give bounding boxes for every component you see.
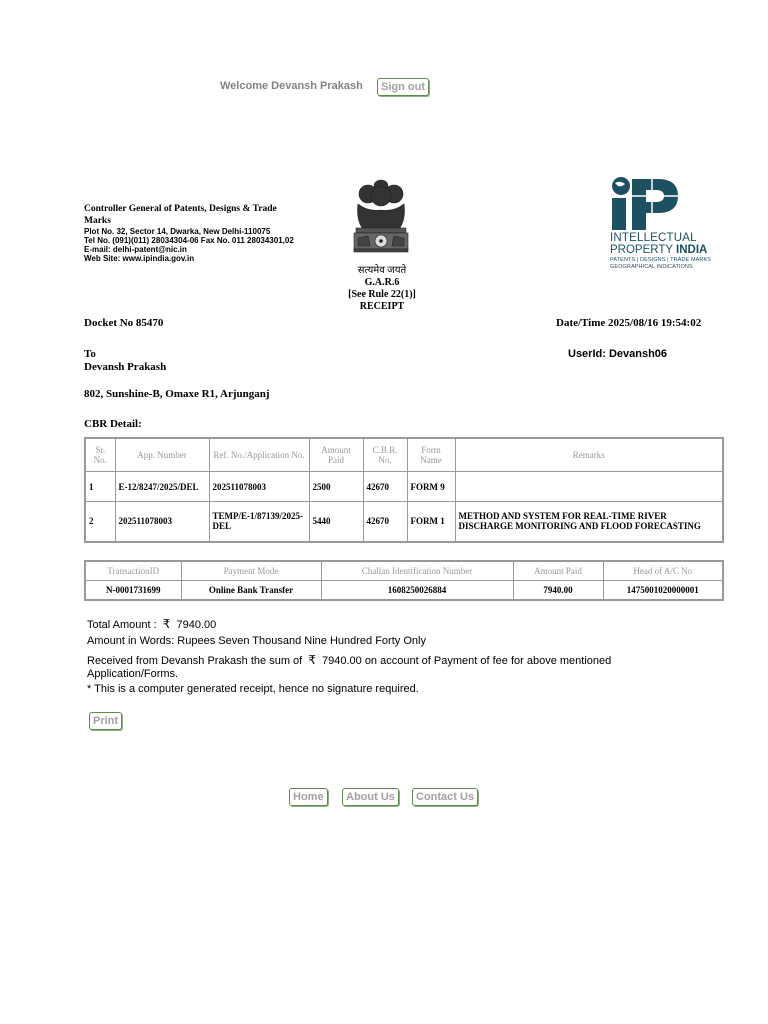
cbr-header: Remarks — [455, 438, 723, 472]
table-cell: 1608250026884 — [321, 581, 513, 601]
transaction-header: Amount Paid — [513, 561, 603, 581]
total-label: Total Amount : — [87, 619, 157, 631]
office-address-block — [84, 203, 304, 263]
table-cell: Online Bank Transfer — [181, 581, 321, 601]
docket-number: Docket No 85470 — [84, 317, 164, 329]
table-cell: 2 — [85, 502, 115, 542]
logo-line-2a: PROPERTY — [610, 244, 677, 256]
office-tel: Tel No. (091)(011) 28034304-06 Fax No. 011 28034301,02 — [84, 236, 294, 245]
logo-line-2 — [610, 244, 707, 256]
recipient-address: 802, Sunshine-B, Omaxe R1, Arjunganj — [84, 388, 270, 400]
print-button[interactable]: Print — [89, 712, 122, 730]
rule-reference: [See Rule 22(1)] — [348, 289, 416, 300]
table-cell: 202511078003 — [209, 472, 309, 502]
transaction-header: Head of A/C No — [603, 561, 723, 581]
logo-tagline — [610, 257, 711, 270]
cbr-header: App. Number — [115, 438, 209, 472]
cbr-header: Form Name — [407, 438, 455, 472]
office-address: Plot No. 32, Sector 14, Dwarka, New Delhi-110075 — [84, 227, 271, 236]
user-id: UserId: Devansh06 — [568, 348, 668, 360]
to-label: To — [84, 348, 96, 360]
home-button[interactable]: Home — [289, 788, 328, 806]
computer-generated-note: * This is a computer generated receipt, hence no signature required. — [87, 683, 419, 695]
table-row — [85, 502, 723, 542]
table-cell: 42670 — [363, 502, 407, 542]
transaction-header-row — [85, 561, 723, 581]
total-value: 7940.00 — [176, 619, 217, 631]
amount-in-words: Amount in Words: Rupees Seven Thousand Nine Hundred Forty Only — [87, 635, 426, 647]
table-cell: TEMP/E-1/87139/2025-DEL — [209, 502, 309, 542]
table-cell: 5440 — [309, 502, 363, 542]
emblem-motto: सत्यमेव जयते — [357, 265, 407, 276]
cbr-header-row — [85, 438, 723, 472]
logo-line-2b: INDIA — [676, 244, 708, 256]
table-cell: 1 — [85, 472, 115, 502]
table-cell: FORM 9 — [407, 472, 455, 502]
cbr-header: Sr. No. — [85, 438, 115, 472]
cbr-detail-title: CBR Detail: — [84, 418, 142, 430]
receipt-datetime: Date/Time 2025/08/16 19:54:02 — [556, 317, 702, 329]
cbr-table — [84, 437, 724, 543]
rupee-icon: ₹ — [308, 653, 316, 667]
table-cell: E-12/8247/2025/DEL — [115, 472, 209, 502]
table-cell: METHOD AND SYSTEM FOR REAL-TIME RIVER DISCHARGE MONITORING AND FLOOD FORECASTING — [455, 502, 723, 542]
table-cell — [455, 472, 723, 502]
office-email: E-mail: delhi-patent@nic.in — [84, 245, 187, 254]
receipt-heading — [330, 277, 434, 313]
total-amount — [87, 618, 216, 632]
national-emblem-icon — [346, 178, 416, 262]
cbr-header: C.B.R. No. — [363, 438, 407, 472]
logo-line-4: GEOGRAPHICAL INDICATIONS — [610, 263, 693, 270]
cbr-header: Amount Paid — [309, 438, 363, 472]
welcome-text: Welcome Devansh Prakash — [220, 80, 363, 92]
table-cell: 42670 — [363, 472, 407, 502]
logo-line-3: PATENTS | DESIGNS | TRADE MARKS — [610, 257, 712, 263]
transaction-table — [84, 560, 724, 601]
about-us-button[interactable]: About Us — [342, 788, 399, 806]
table-cell: 7940.00 — [513, 581, 603, 601]
receipt-title: RECEIPT — [359, 301, 405, 312]
received-suffix: on account of Payment of fee for above mentioned Application/Forms. — [87, 655, 612, 680]
received-statement — [87, 654, 687, 681]
table-cell: N-0001731699 — [85, 581, 181, 601]
table-cell: 2500 — [309, 472, 363, 502]
table-row — [85, 472, 723, 502]
transaction-header: TransactionID — [85, 561, 181, 581]
table-cell: 1475001020000001 — [603, 581, 723, 601]
transaction-header: Challan Identification Number — [321, 561, 513, 581]
transaction-header: Payment Mode — [181, 561, 321, 581]
cbr-header: Ref. No./Application No. — [209, 438, 309, 472]
rupee-icon: ₹ — [162, 617, 171, 631]
table-row — [85, 581, 723, 601]
contact-us-button[interactable]: Contact Us — [412, 788, 478, 806]
ip-india-logo — [608, 176, 728, 274]
table-cell: FORM 1 — [407, 502, 455, 542]
gar-number: G.A.R.6 — [364, 277, 400, 288]
table-cell: 202511078003 — [115, 502, 209, 542]
received-amount: 7940.00 — [321, 655, 362, 667]
office-name: Controller General of Patents, Designs & Trade Marks — [84, 204, 277, 226]
ip-india-logo-icon — [608, 176, 680, 232]
office-web: Web Site: www.ipindia.gov.in — [84, 254, 195, 263]
received-prefix: Received from Devansh Prakash the sum of — [87, 655, 303, 667]
logo-line-1: INTELLECTUAL — [610, 232, 697, 244]
recipient-name: Devansh Prakash — [84, 361, 167, 373]
sign-out-button[interactable]: Sign out — [377, 78, 429, 96]
